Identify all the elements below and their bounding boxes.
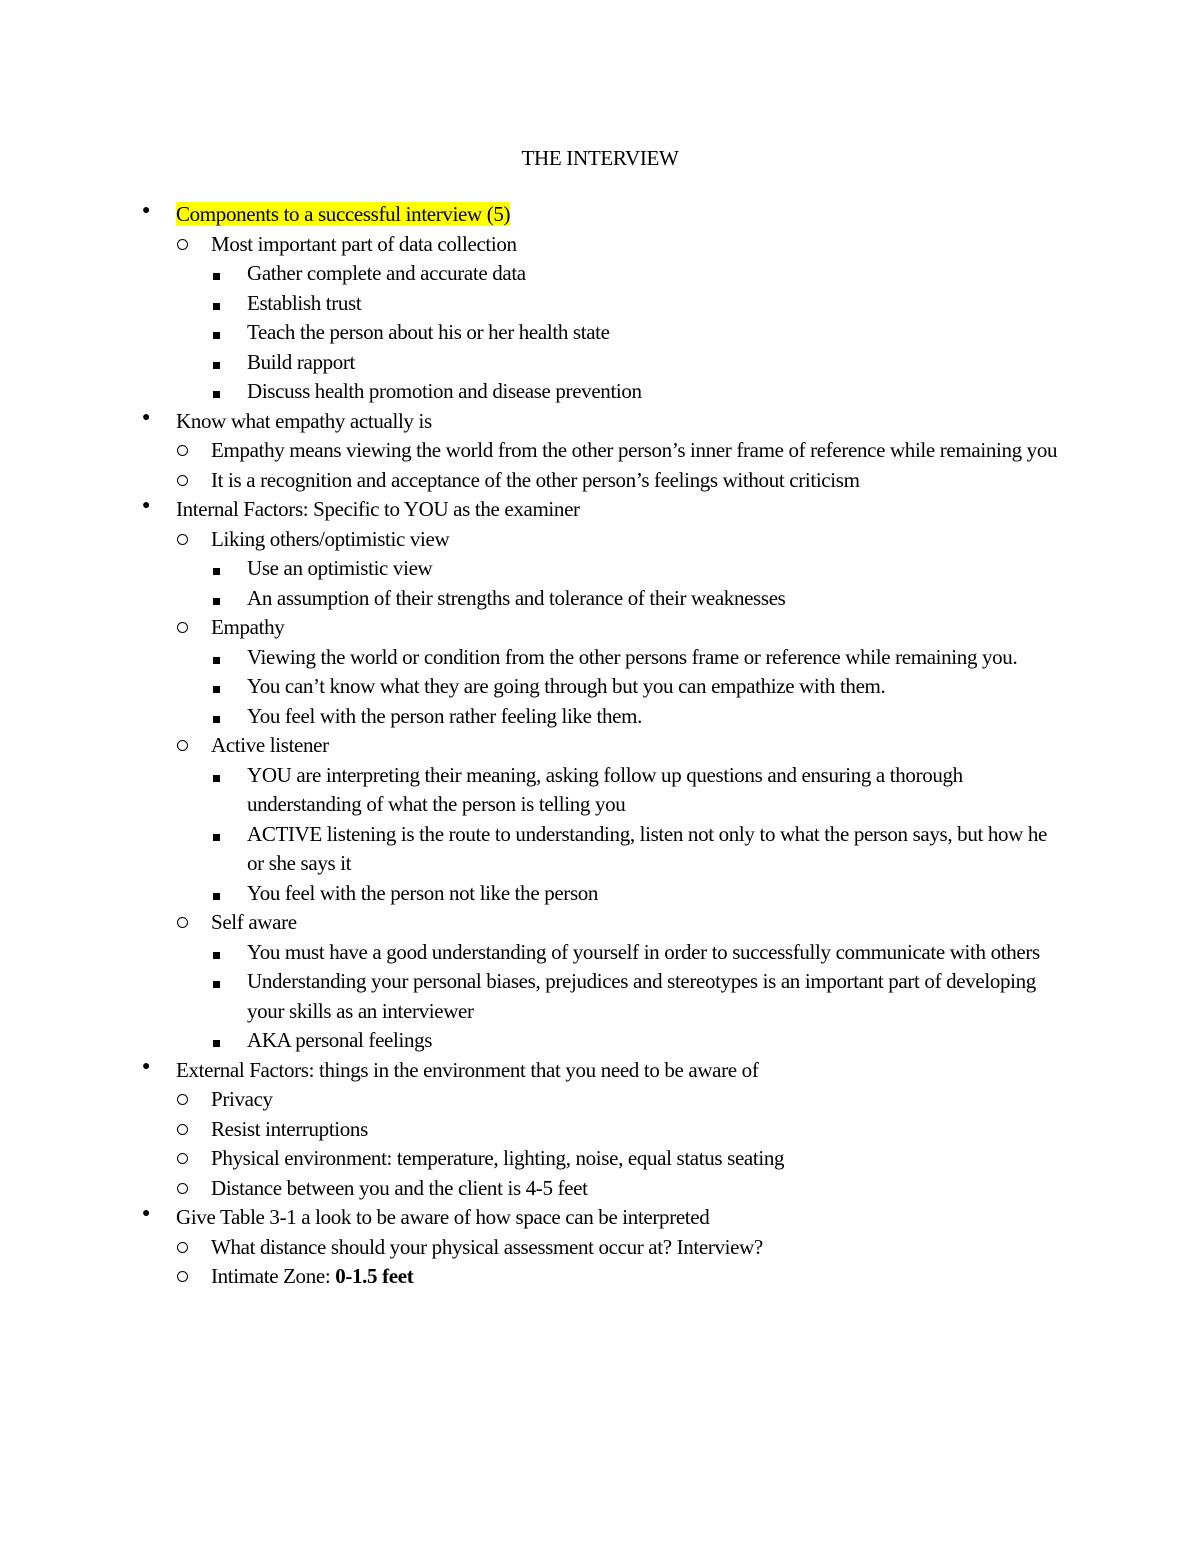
circle-bullet-icon [177, 1173, 188, 1205]
list-item: An assumption of their strengths and tolerance of their weaknesses [0, 584, 1067, 614]
bullet-icon: ● [142, 1058, 151, 1074]
list-item: Self aware [0, 908, 1071, 938]
zone-value: 0-1.5 feet [335, 1264, 414, 1288]
circle-bullet-icon [177, 435, 188, 467]
square-bullet-icon [213, 672, 220, 702]
bullet-icon: ● [142, 203, 151, 218]
square-bullet-icon [213, 879, 220, 909]
square-bullet-icon [213, 938, 220, 968]
circle-bullet-icon [177, 1261, 188, 1293]
highlighted-text: Components to a successful interview (5) [176, 202, 511, 226]
circle-bullet-icon [177, 229, 188, 261]
bullet-icon: ● [142, 498, 151, 513]
bullet-icon: ● [142, 1206, 151, 1221]
square-bullet-icon [213, 820, 220, 850]
square-bullet-icon [213, 348, 220, 378]
square-bullet-icon [213, 761, 220, 791]
list-item: You feel with the person not like the person [0, 879, 1067, 909]
list-item [0, 200, 1076, 230]
list-item: Gather complete and accurate data [0, 259, 1067, 289]
list-item: YOU are interpreting their meaning, asking follow up questions and ensuring a thorough understanding of what the person is telling you [0, 761, 1067, 820]
square-bullet-icon [213, 702, 220, 732]
list-item: AKA personal feelings [0, 1026, 1067, 1056]
list-item: Most important part of data collection [0, 230, 1071, 260]
list-item: You must have a good understanding of yourself in order to successfully communicate with others [0, 938, 1067, 968]
circle-bullet-icon [177, 1232, 188, 1264]
circle-bullet-icon [177, 612, 188, 644]
list-item: You feel with the person rather feeling like them. [0, 702, 1067, 732]
list-item: Privacy [0, 1085, 1071, 1115]
square-bullet-icon [213, 259, 220, 289]
list-item: ● External Factors: things in the environment that you need to be aware of [0, 1056, 1076, 1086]
circle-bullet-icon [177, 730, 188, 762]
list-item: Active listener [0, 731, 1071, 761]
list-item: ACTIVE listening is the route to understanding, listen not only to what the person says, but how he or she says it [0, 820, 1067, 879]
square-bullet-icon [213, 289, 220, 319]
list-item: You can’t know what they are going through but you can empathize with them. [0, 672, 1067, 702]
list-item [0, 1262, 1071, 1292]
list-item: Empathy [0, 613, 1071, 643]
zone-label: Intimate Zone: [211, 1264, 336, 1288]
list-item: Resist interruptions [0, 1115, 1071, 1145]
square-bullet-icon [213, 318, 220, 348]
list-item: What distance should your physical assessment occur at? Interview? [0, 1233, 1071, 1263]
circle-bullet-icon [177, 1143, 188, 1175]
list-item: Liking others/optimistic view [0, 525, 1071, 555]
square-bullet-icon [213, 1026, 220, 1056]
square-bullet-icon [213, 643, 220, 673]
circle-bullet-icon [177, 465, 188, 497]
circle-bullet-icon [177, 1114, 188, 1146]
list-item: ● Know what empathy actually is [0, 407, 1076, 437]
square-bullet-icon [213, 584, 220, 614]
list-item: Teach the person about his or her health state [0, 318, 1067, 348]
list-item: ● Internal Factors: Specific to YOU as the examiner [0, 495, 1076, 525]
circle-bullet-icon [177, 907, 188, 939]
list-item: Use an optimistic view [0, 554, 1067, 584]
list-item: Viewing the world or condition from the other persons frame or reference while remaining you. [0, 643, 1067, 673]
list-item: Understanding your personal biases, prejudices and stereotypes is an important part of developing your skills as an interviewer [0, 967, 1067, 1026]
list-item: It is a recognition and acceptance of the other person’s feelings without criticism [0, 466, 1071, 496]
square-bullet-icon [213, 377, 220, 407]
outline-list [0, 200, 1200, 1292]
list-item: Empathy means viewing the world from the other person’s inner frame of reference while remaining you [0, 436, 1071, 466]
list-item: Establish trust [0, 289, 1067, 319]
circle-bullet-icon [177, 1084, 188, 1116]
square-bullet-icon [213, 967, 220, 997]
list-item: ● Give Table 3-1 a look to be aware of how space can be interpreted [0, 1203, 1076, 1233]
bullet-icon: ● [142, 409, 151, 425]
square-bullet-icon [213, 554, 220, 584]
page-title: THE INTERVIEW [521, 146, 679, 170]
circle-bullet-icon [177, 524, 188, 556]
list-item: Physical environment: temperature, lighting, noise, equal status seating [0, 1144, 1071, 1174]
list-item: Discuss health promotion and disease prevention [0, 377, 1067, 407]
list-item: Distance between you and the client is 4-5 feet [0, 1174, 1071, 1204]
list-item: Build rapport [0, 348, 1067, 378]
